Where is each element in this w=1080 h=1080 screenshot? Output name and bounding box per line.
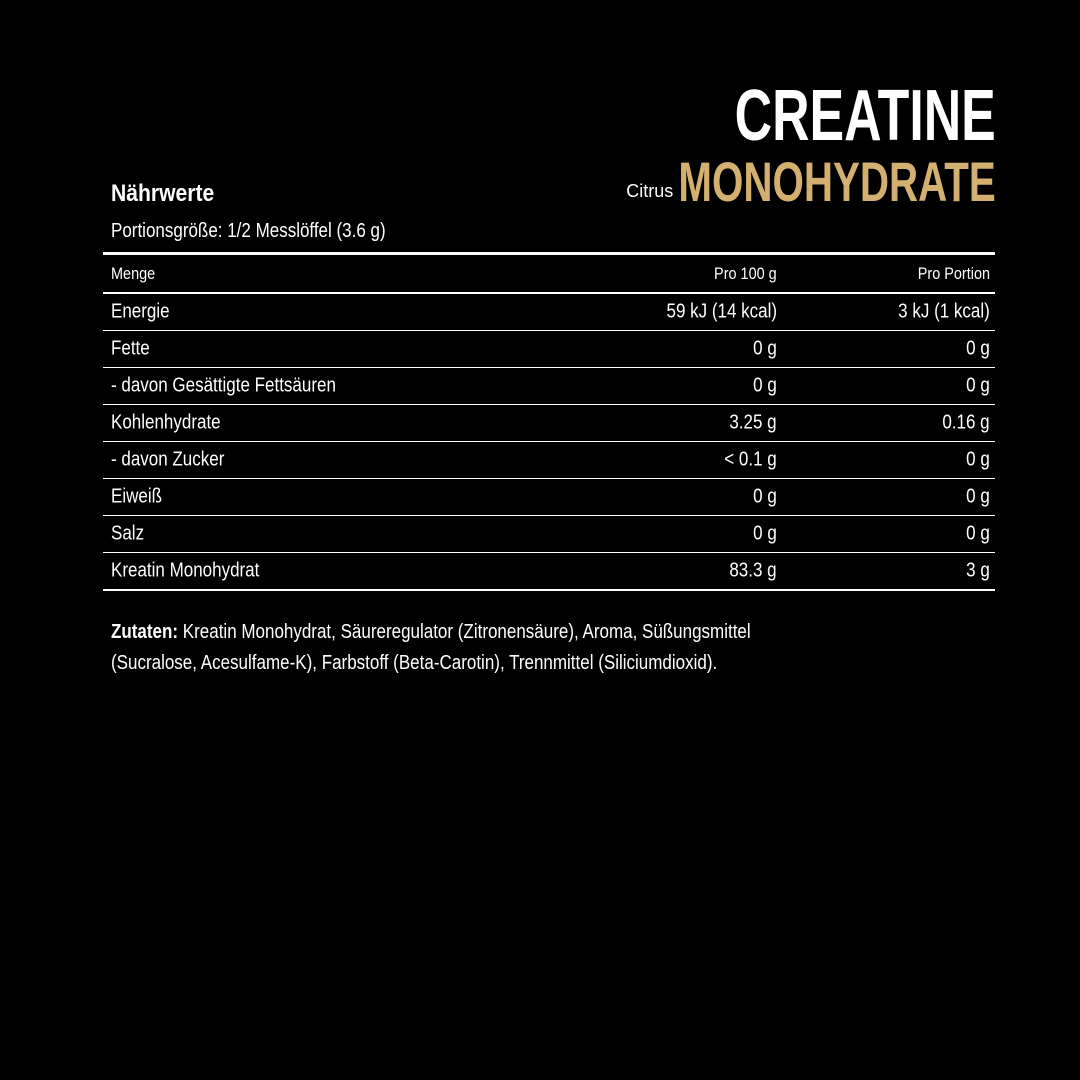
ingredients-list: Kreatin Monohydrat, Säureregulator (Zitronensäure), Aroma, Süßungsmittel (Sucralose, Acesulfame-K), Farbstoff (Beta-Carotin), Trennmittel (Siliciumdioxid).: [111, 621, 751, 674]
value-per100: 0 g: [753, 485, 777, 508]
nutrient-name: Kohlenhydrate: [111, 411, 221, 434]
column-header-menge: Menge: [111, 263, 156, 283]
value-portion: 0 g: [966, 522, 990, 545]
nutrition-table: [103, 252, 995, 591]
value-per100: < 0.1 g: [724, 448, 777, 471]
nutrient-name: Kreatin Monohydrat: [111, 559, 260, 582]
value-per100: 0 g: [753, 337, 777, 360]
brand-title-line2: MONOHYDRATE: [678, 150, 996, 213]
product-logo: [626, 76, 996, 213]
ingredients-text: [111, 617, 766, 679]
value-per100: 59 kJ (14 kcal): [666, 300, 777, 323]
table-row: [103, 405, 995, 442]
nutrient-name: Salz: [111, 522, 145, 545]
brand-title-line1: CREATINE: [734, 76, 996, 156]
value-portion: 0 g: [966, 448, 990, 471]
table-header-row: [103, 255, 995, 294]
table-row: [103, 294, 995, 331]
value-per100: 3.25 g: [729, 411, 777, 434]
nutrient-name: - davon Gesättigte Fettsäuren: [111, 374, 336, 397]
nutrient-name: Eiweiß: [111, 485, 163, 508]
nutrient-name: Energie: [111, 300, 170, 323]
serving-size: Portionsgröße: 1/2 Messlöffel (3.6 g): [111, 220, 386, 242]
value-portion: 0 g: [966, 485, 990, 508]
value-per100: 0 g: [753, 374, 777, 397]
column-header-portion: Pro Portion: [917, 263, 990, 283]
value-per100: 83.3 g: [729, 559, 777, 582]
value-portion: 3 kJ (1 kcal): [898, 300, 990, 323]
value-portion: 0 g: [966, 337, 990, 360]
table-row: [103, 479, 995, 516]
value-portion: 0.16 g: [942, 411, 990, 434]
value-portion: 3 g: [966, 559, 990, 582]
flavor-label: Citrus: [626, 181, 674, 201]
table-row: [103, 553, 995, 591]
table-row: [103, 331, 995, 368]
value-per100: 0 g: [753, 522, 777, 545]
ingredients-label: Zutaten:: [111, 621, 179, 643]
nutrient-name: Fette: [111, 337, 150, 360]
table-row: [103, 368, 995, 405]
nutrient-name: - davon Zucker: [111, 448, 225, 471]
column-header-per100: Pro 100 g: [714, 263, 777, 283]
nutrition-heading: Nährwerte: [111, 180, 215, 207]
table-row: [103, 516, 995, 553]
value-portion: 0 g: [966, 374, 990, 397]
table-row: [103, 442, 995, 479]
